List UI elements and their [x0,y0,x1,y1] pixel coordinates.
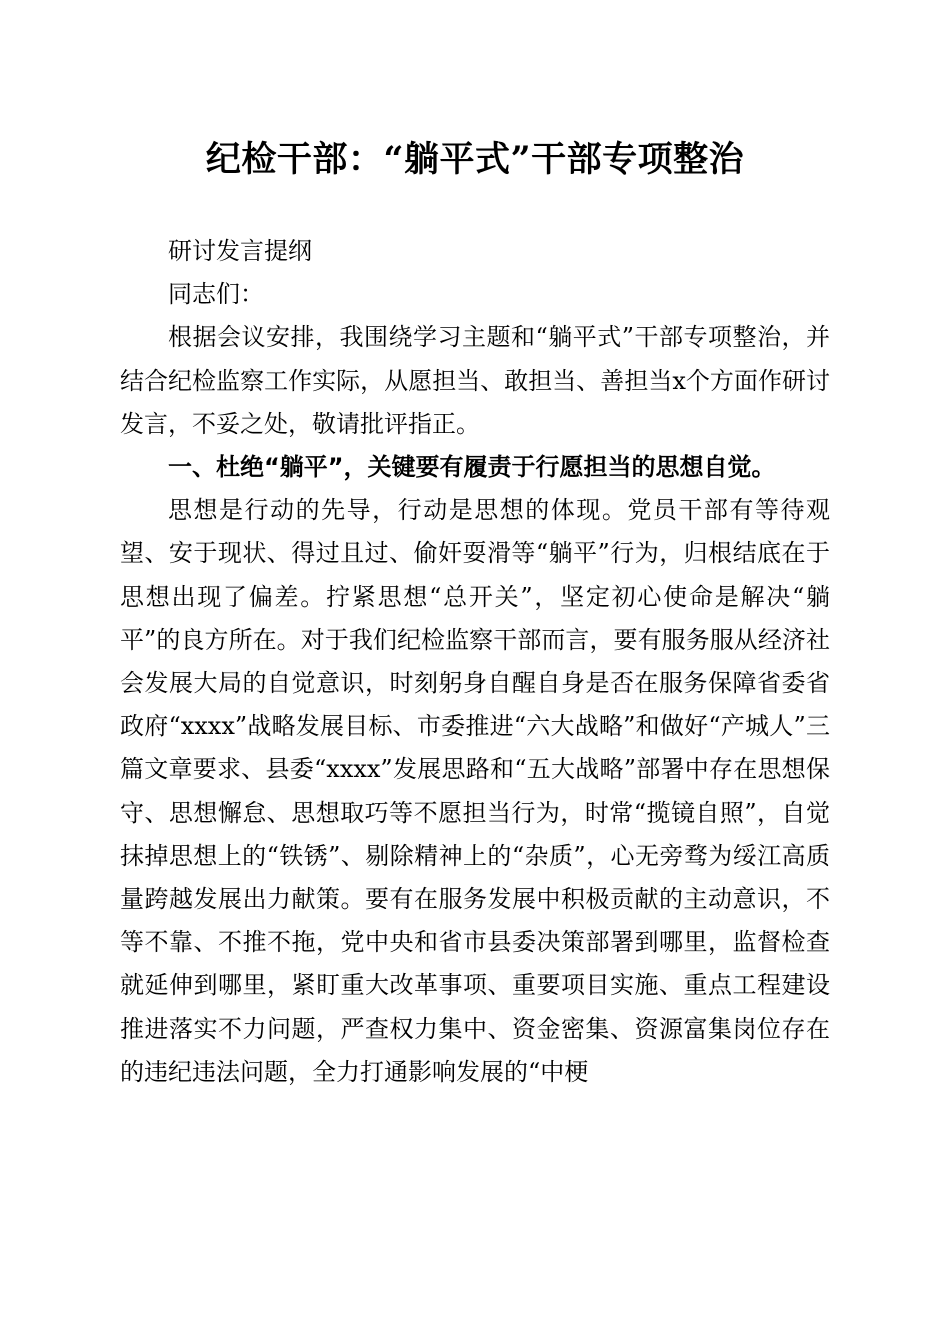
body-paragraph: 思想是行动的先导，行动是思想的体现。党员干部有等待观望、安于现状、得过且过、偷奸耍滑等“躺平”行为，归根结底在于思想出现了偏差。拧紧思想“总开关”，坚定初心使命是解决“躺平”的良方所在。对于我们纪检监察干部而言，要有服务服从经济社会发展大局的自觉意识，时刻躬身自醒自身是否在服务保障省委省政府“xxxx”战略发展目标、市委推进“六大战略”和做好“产城人”三篇文章要求、县委“xxxx”发展思路和“五大战略”部署中存在思想保守、思想懈怠、思想取巧等不愿担当行为，时常“揽镜自照”，自觉抹掉思想上的“铁锈”、剔除精神上的“杂质”，心无旁骛为绥江高质量跨越发展出力献策。要有在服务发展中积极贡献的主动意识，不等不靠、不推不拖，党中央和省市县委决策部署到哪里，监督检查就延伸到哪里，紧盯重大改革事项、重要项目实施、重点工程建设推进落实不力问题，严查权力集中、资金密集、资源富集岗位存在的违纪违法问题，全力打通影响发展的“中梗 [120,496,830,1086]
intro-paragraph: 根据会议安排，我围绕学习主题和“躺平式”干部专项整治，并结合纪检监察工作实际，从愿担当、敢担当、善担当x个方面作研讨发言，不妥之处，敬请批评指正。 [120,323,830,438]
salutation-paragraph: 同志们： [168,280,264,309]
document-body [120,230,830,1094]
document-title: 纪检干部：“躺平式”干部专项整治 [205,139,745,180]
section-heading: 一、杜绝“躺平”，关键要有履责于行愿担当的思想自觉。 [168,453,776,482]
subtitle-paragraph: 研讨发言提纲 [168,237,312,265]
